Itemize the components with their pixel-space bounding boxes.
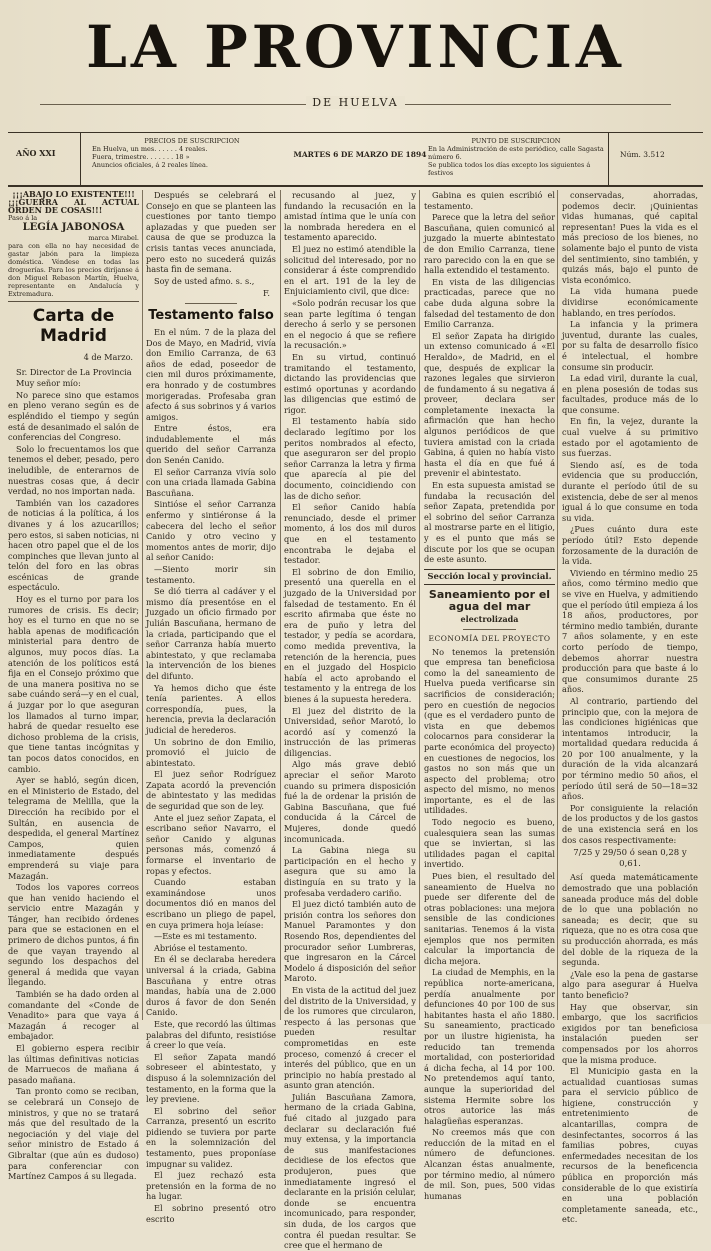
prices-line: Fuera, trimestre. . . . . . . 18 » bbox=[92, 153, 190, 161]
paragraph: La vida humana puede dividirse económicamente hablando, en tres períodos. bbox=[562, 286, 698, 318]
paragraph: Ante el juez señor Zapata, el escribano señor Navarro, el señor Canido y algunas personas más, comenzó á formarse el inventario de ropas y efectos. bbox=[146, 812, 276, 876]
paragraph: El señor Carranza vivía solo con una criada llamada Gabina Bascuñana. bbox=[146, 466, 276, 498]
article-subheading: electrolizada bbox=[460, 614, 519, 625]
column-2 bbox=[146, 190, 276, 1224]
paragraph: Siendo así, es de toda evidencia que su producción, durante el período útil de su existencia, debe de ser al menos igual á lo que consume en toda su vida. bbox=[562, 459, 698, 523]
salutation: Muy señor mío: bbox=[16, 378, 81, 389]
paragraph: Se dió tierra al cadáver y el mismo día presentóse en el Juzgado un oficio firmado por Julián Bascuñana, hermano de la criada, participando que el señor Carranza había muerto abintestato, y que reclamaba la intervención de los bienes del difunto. bbox=[146, 586, 276, 681]
paragraph: Este, que recordó las últimas palabras del difunto, resistióse á creer lo que veía. bbox=[146, 1018, 276, 1051]
paragraph: La Gabina niega su participación en el hecho y asegura que su amo la distinguía en su trato y la profesaba verdadero cariño. bbox=[284, 845, 416, 898]
paragraph: También van los cazadores de noticias á la política, á los divanes y á los azucarillos; pero estos, si saben noticias, ni hacen otro papel que el de los compinches que llevan junto al telón del foro en las obras escénicas de grande espectáculo. bbox=[8, 497, 139, 593]
paragraph: conservadas, ahorradas, podemos decir. ¡Quinientas vidas humanas, qué capital representan! Pues la vida es el más precioso de los bienes, no solamente bajo el punto de vista del sentimiento, sino también, y quizás más, bajo el punto de vista económico. bbox=[562, 190, 698, 285]
paragraph: En él se declaraba heredera universal á la criada, Gabina Bascuñana y entre otras mandas, había una de 2.000 duros á favor de don Senén Canido. bbox=[146, 954, 276, 1018]
paragraph: El sobrino presentó otro escrito bbox=[146, 1203, 276, 1224]
paragraph: —Siento morir sin testamento. bbox=[146, 564, 276, 585]
prices-line: En Huelva, un mes. . . . . . 4 reales. bbox=[92, 145, 208, 153]
paragraph: Soy de usted afmo. s. s., bbox=[154, 275, 255, 286]
paragraph: Viviendo en término medio 25 años, como término medio que se vive en Huelva, y admitiendo que el período útil empieza á los 18 años, productores, por término medio también, durante 7 años solamente, y en este corto período de tiempo, debemos ahorrar nuestra producción para que baste á lo que consumimos durante 25 años. bbox=[562, 567, 698, 695]
ad-brand: LEGÍA JABONOSA bbox=[22, 222, 125, 233]
section-subtitle: ECONOMÍA DEL PROYECTO bbox=[428, 633, 551, 643]
article-heading: Carta de Madrid bbox=[32, 306, 115, 346]
prices-title: PRECIOS DE SUSCRIPCION bbox=[144, 137, 240, 145]
ad-text: Paso á la bbox=[8, 214, 38, 222]
paragraph: ¿Pues cuánto dura este período útil? Esto depende forzosamente de la duración de la vida. bbox=[562, 524, 698, 567]
paragraph: El juez rechazó esta pretensión en la forma de no ha lugar. bbox=[146, 1170, 276, 1202]
paragraph: Abrióse el testamento. bbox=[154, 942, 248, 953]
paragraph: Después se celebrará el Consejo en que se planteen las cuestiones por tanto tiempo aplazadas y que pueden ser causa de que se produzca la crisis tantas veces anunciada, pero esto no sucederá quizás hasta fin de semana. bbox=[146, 190, 276, 275]
paragraph: Julián Bascuñana Zamora, hermano de la criada Gabina, fué citado al juzgado para declarar su declaración fué muy extensa, y la importancia de sus manifestaciones decidiese de los efectos que produjeron, pues que inmediatamente ingresó el declarante en la prisión celular, donde se encuentra incomunicado, para responder, sin duda, de los cargos que contra él puedan resultar. Se cree que el hermano de bbox=[284, 1091, 416, 1251]
paragraph: El juez no estimó atendible la solicitud del interesado, por no considerar á éste comprendido en el art. 191 de la ley de Enjuiciamiento civil, que dice: bbox=[284, 243, 416, 297]
paragraph: En vista de la actitud del juez del distrito de la Universidad, y de los rumores que circularon, respecto á las personas que pueden resultar comprometidas en este proceso, comenzó á crecer el interés del público, que en un principio no había prestado al asunto gran atención. bbox=[284, 984, 416, 1091]
point-line: Se publica todos los días excepto los siguientes á festivos bbox=[428, 161, 591, 177]
paragraph: El sobrino de don Emilio, presentó una querella en el juzgado de la Universidad por falsedad de testamento. En él escrito afirmaba que éste no era de puño y letra del testador, y pedía se acordara, como medida preventiva, la retención de la herencia, pues en el juzgado del Hospicio había el acto aprobando el testamento y la entrega de los bienes á la supuesta heredera. bbox=[284, 566, 416, 704]
columns bbox=[8, 189, 705, 1251]
masthead-title: LA PROVINCIA bbox=[86, 13, 625, 81]
column-5 bbox=[562, 190, 698, 1225]
paragraph: Al contrario, partiendo del principio que, con la mejora de las condiciones higiénicas que intentamos introducir, la mortalidad quedara reducida á 20 por 100 anualmente, y la duración de la vida alcanzará por término medio 50 años, el período útil será de 50—18=32 años. bbox=[562, 695, 698, 802]
paragraph: En su virtud, continuó tramitando el testamento, dictando las providencias que estimó oportunas y acordando las diligencias que estimó de rigor. bbox=[284, 351, 416, 415]
advertisement bbox=[8, 190, 139, 302]
paragraph: No parece sino que estamos en pleno verano según es de espléndido el tiempo y según está de desanimado el salón de conferencias del Congreso. bbox=[8, 389, 139, 443]
article-date: 4 de Marzo. bbox=[83, 352, 133, 362]
issue-date: MARTES 6 DE MARZO DE 1894 bbox=[293, 150, 427, 159]
paragraph: Algo más grave debió apreciar el señor Maroto cuando su primera disposición fué la de ordenar la prisión de Gabina Bascuñana, que fué conducida á la Cárcel de Mujeres, donde quedó incomunicada. bbox=[284, 759, 416, 844]
issue-number: Núm. 3.512 bbox=[620, 150, 665, 159]
paragraph: Pues bien, el resultado del saneamiento de Huelva no puede ser diferente del de otras poblaciones: una mejora sensible de las condiciones sanitarias. Tenemos á la vista ejemplos que nos permiten calcular la importancia de dicha mejora. bbox=[424, 871, 555, 966]
ad-title: ¡¡¡ABAJO LO EXISTENTE!!! bbox=[12, 189, 135, 199]
point-line: En la Administración de este periódico, calle Sagasta número 6. bbox=[428, 145, 604, 161]
paragraph: Todos los vapores correos que han venido haciendo el servicio entre Mazagán y Tánger, han recibido órdenes para que se estacionen en el primero de dichos puntos, á fin de que vayan trayendo al segundo los despachos del general á medida que vayan llegando. bbox=[8, 882, 139, 988]
paragraph: «Solo podrán recusar los que sean parte legítima ó tengan derecho á serlo y se personen en el negocio á que se refiere la recusación.» bbox=[284, 297, 416, 351]
salutation: Sr. Director de La Provincia bbox=[16, 366, 132, 377]
article-heading: Testamento falso bbox=[148, 307, 274, 323]
paragraph: También se ha dado orden al comandante del «Conde de Venadito» para que vaya á Mazagán á recoger al embajador. bbox=[8, 989, 139, 1042]
paragraph: Así queda matemáticamente demostrado que una población saneada produce más del doble de lo que una población no saneada; es decir, que su riqueza, que no es otra cosa que su producción ahorrada, es más del doble de la riqueza de la segunda. bbox=[562, 872, 698, 968]
paragraph: Cuando estaban examinándose unos documentos dió en manos del escribano un pliego de papel, en cuya primera hoja leíase: bbox=[146, 877, 276, 930]
paragraph: recusando al juez, y fundando la recusación en la amistad íntima que le unía con la nombrada heredera en el testamento aparecido. bbox=[284, 190, 416, 243]
info-bar bbox=[8, 132, 703, 187]
masthead-subtitle-text: DE HUELVA bbox=[306, 96, 404, 109]
separator bbox=[185, 303, 237, 304]
divider bbox=[608, 133, 609, 185]
paragraph: Hoy es el turno por para los rumores de crisis. Es decir; hoy es el turno en que no se habla apenas de modificación ministerial para dentro de algunos, muy pocos días. La atención de los políticos está fija en el Consejo próximo que de una manera positiva no se sabe cuándo será—y en el cual, á juzgar por lo que aseguran los llamados al turno impar, habrá de quedar resuelto ese dichoso problema de la crisis, que tiene tantas incógnitas y tan pocos datos conocidos, en cambio. bbox=[8, 594, 139, 774]
paragraph: Sintióse el señor Carranza enfermo y sintiéronse á la cabecera del lecho el señor Canido y otro vecino y momentos antes de morir, dijo al señor Canido: bbox=[146, 499, 276, 563]
paragraph: Entre éstos, era indudablemente el más querido del señor Carranza don Senén Canido. bbox=[146, 423, 276, 466]
fraction-formula: 7/25 y 29/50 ó sean 0,28 y 0,61. bbox=[573, 848, 687, 869]
paragraph: Parece que la letra del señor Bascuñana, quien comunicó al juzgado la muerte abintestato de don Emilio Carranza, tiene raro parecido con la en que se halla extendido el testamento. bbox=[424, 212, 555, 276]
paragraph: El juez señor Rodríguez Zapata acordó la prevención de abintestato y las medidas de seguridad que son de ley. bbox=[146, 769, 276, 812]
paragraph: Todo negocio es bueno, cualesquiera sean las sumas que se inviertan, si las utilidades pagan el capital invertido. bbox=[424, 817, 555, 870]
column-1 bbox=[8, 189, 139, 1182]
paragraph: No tenemos la pretensión que empresa tan beneficiosa como la del saneamiento de Huelva pueda verificarse sin sacrificios de consideración; pero en cuestión de negocios (que es el verdadero punto de vista en que debemos colocarnos para considerar la parte económica del proyecto) en cuestiones de negocios, los gastos no son más que un aspecto del problema; otro aspecto del mismo, no menos importante, es el de las utilidades. bbox=[424, 646, 555, 816]
paragraph: El testamento había sido declarado legítimo por los peritos nombrados al efecto, que aseguraron ser del propio señor Carranza la letra y firma que aparecía al pie del documento, coincidiendo con las de dicho señor. bbox=[284, 416, 416, 501]
column-3 bbox=[284, 190, 416, 1251]
paragraph: ¿Vale eso la pena de gastarse algo para asegurar á Huelva tanto beneficio? bbox=[562, 968, 698, 1000]
separator bbox=[463, 629, 515, 630]
paragraph: En vista de las diligencias practicadas, parece que no cabe duda alguna sobre la falsedad del testamento de don Emilio Carranza. bbox=[424, 276, 555, 330]
year-label: AÑO XXI bbox=[16, 148, 56, 158]
ad-title: ¡¡¡GUERRA AL ACTUAL ÓRDEN DE COSAS!!! bbox=[8, 197, 139, 215]
ad-mark: marca Mirabel. bbox=[88, 234, 139, 242]
subscription-prices bbox=[92, 137, 292, 169]
article-heading: Saneamiento por el agua del mar bbox=[428, 588, 551, 614]
paragraph: El gobierno espera recibir las últimas definitivas noticias de Marruecos de mañana á pasado mañana. bbox=[8, 1043, 139, 1085]
paragraph: El Municipio gasta en la actualidad cuantiosas sumas para el servicio público de higiene, construcción y entretenimiento de alcantarillas, compra de desinfectantes, socorros á las familias pobres, cuyas enfermedades necesitan de los recursos de la beneficencia pública en proporción más considerable de lo que existiría en una población completamente saneada, etc., etc. bbox=[562, 1066, 698, 1225]
paragraph: —Este es mi testamento. bbox=[154, 931, 257, 942]
paragraph: El señor Canido había renunciado, desde el primer momento, á los dos mil duros que en el testamento encontraba le dejaba el testador. bbox=[284, 502, 416, 566]
divider bbox=[80, 133, 81, 185]
paragraph: La infancia y la primera juventud, durante las cuales, por su falta de desarrollo físico é intelectual, el hombre consume sin producir. bbox=[562, 319, 698, 372]
paragraph: Ya hemos dicho que éste tenía parientes. A ellos correspondía, pues, la herencia, previa la declaración judicial de herederos. bbox=[146, 682, 276, 735]
signature: F. bbox=[262, 288, 270, 299]
masthead-subtitle bbox=[0, 96, 711, 109]
column-4 bbox=[424, 190, 555, 1201]
prices-line: Anuncios oficiales, á 2 reales línea. bbox=[92, 161, 208, 169]
paragraph: El sobrino del señor Carranza, presentó un escrito pidiendo se tuviera por parte en la solemnización del testamento, pues proponíase impugnar su validez. bbox=[146, 1105, 276, 1169]
paragraph: En fin, la vejez, durante la cual vuelve á su primitivo estado por el agotamiento de sus fuerzas. bbox=[562, 416, 698, 459]
paragraph: Solo lo frecuentamos los que tenemos el deber, pesado, pero ineludible, de enterarnos de nuestras cosas que, á decir verdad, no nos importan nada. bbox=[8, 443, 139, 497]
paragraph: Ayer se habló, según dicen, en el Ministerio de Estado, del telegrama de Melilla, que la Dirección ha recibido por el Sultán, en ausencia de despedida, el general Martínez Campos, quien inmediatamente después emprenderá su viaje para Mazagán. bbox=[8, 775, 139, 881]
paragraph: En esta supuesta amistad se fundaba la recusación del señor Zapata, pretendida por el sobrino del señor Carranza al mostrarse parte en el litigio, y es el punto que más se discute por los que se ocupan de este asunto. bbox=[424, 480, 555, 565]
paragraph: No creemos más que con reducción de la mitad en el número de defunciones. Alcanzan éstas anualmente, por término medio, al número de mil. Son, pues, 500 vidas humanas bbox=[424, 1127, 555, 1201]
paragraph: Hay que observar, sin embargo, que los sacrificios exigidos por tan beneficiosa instalación pueden ser compensados por los ahorros que la misma produce. bbox=[562, 1001, 698, 1065]
paragraph: Por consiguiente la relación de los productos y de los gastos de una existencia será en los dos casos respectivamente: bbox=[562, 802, 698, 845]
paragraph: El juez dictó también auto de prisión contra los señores don Manuel Paramontes y don Rosendo Ros, dependientes del procurador señor Lumbreras, que ingresaron en la Cárcel Modelo á disposición del señor Maroto. bbox=[284, 899, 416, 984]
paragraph: El juez del distrito de la Universidad, señor Marotó, lo acordó así y comenzó la instrucción de las primeras diligencias. bbox=[284, 705, 416, 758]
paragraph: Tan pronto como se reciban, se celebrará un Consejo de ministros, y que no se tratará más que del resultado de la negociación y del viaje del señor ministro de Estado á Gibraltar (que aún es dudoso) para conferenciar con Martínez Campos á su llegada. bbox=[8, 1086, 139, 1182]
paragraph: El señor Zapata ha dirigido un extenso comunicado á «El Heraldo», de Madrid, en el que, después de explicar la razones legales que sirvieron de fundamento á su negativa á proveer, declara ser completamente inexacta la afirmación que han hecho algunos periódicos de que tuviera amistad con la criada Gabina, á quien no había visto hasta el día en que fué á prevenir el abintestato. bbox=[424, 330, 555, 479]
paragraph: La edad viril, durante la cual, en plena posesión de todas sus facultades, produce más de lo que consume. bbox=[562, 373, 698, 415]
ad-body: para con ella no hay necesidad de gastar jabón para la limpieza doméstica. Véndese en todas las droguerías. Para los precios diríjanse á don Miguel Rebason Martín, Huelva, representante en Andalucía y Extremadura. bbox=[8, 242, 139, 298]
point-title: PUNTO DE SUSCRIPCION bbox=[471, 137, 561, 145]
section-heading: Sección local y provincial. bbox=[424, 569, 555, 586]
paragraph: El señor Zapata mandó sobreseer el abintestato, y dispuso á la solemnización del testamento, en la forma que la ley previene. bbox=[146, 1051, 276, 1105]
subscription-point bbox=[428, 137, 604, 177]
paragraph: Gabina es quien escribió el testamento. bbox=[424, 190, 555, 211]
paragraph: La ciudad de Memphis, en la república norte-americana, perdía anualmente por defunciones 40 por 100 de sus habitantes hasta el año 1880. Su saneamiento, practicado por un ilustre higienista, ha reducido tan tremenda mortalidad, con posterioridad á dicha fecha, al 14 por 100. No pretendemos aquí tanto, aunque la superioridad del sistema Hermite sobre los otros autorice las más halagüeñas esperanzas. bbox=[424, 967, 555, 1126]
paragraph: Un sobrino de don Emilio, promovió el juicio de abintestato. bbox=[146, 736, 276, 768]
paragraph: En el núm. 7 de la plaza del Dos de Mayo, en Madrid, vivía don Emilio Carranza, de 63 años de edad, poseedor de cien mil duros próximamente, era honrado y de costumbres morigeradas. Profesaba gran afecto á sus sobrinos y á varios amigos. bbox=[146, 326, 276, 422]
